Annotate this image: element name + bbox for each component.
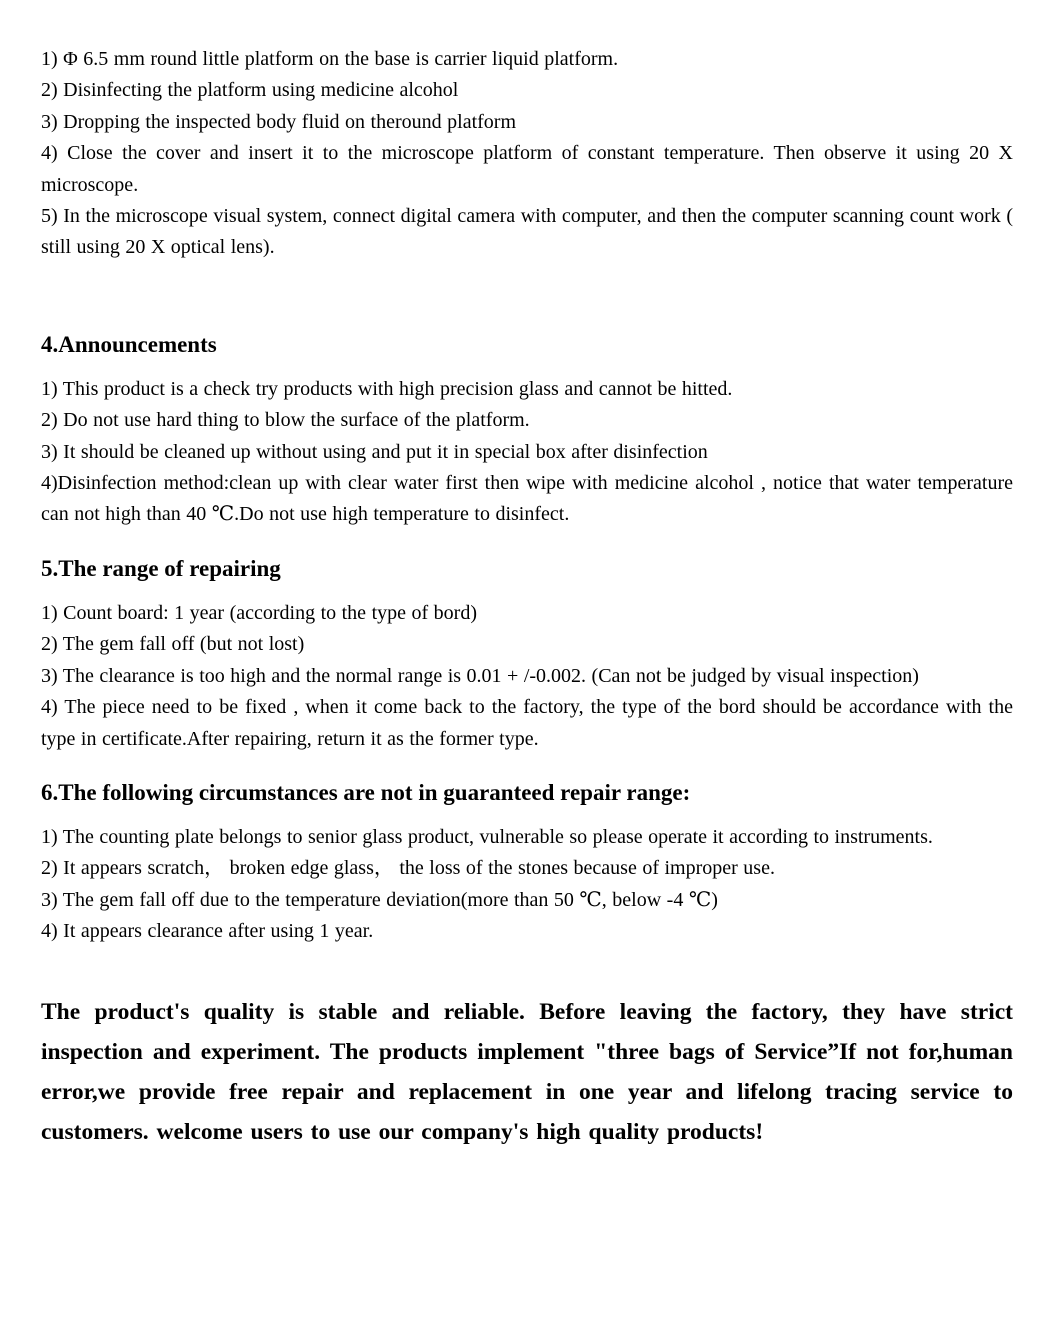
procedure-step-3: 3) Dropping the inspected body fluid on theround platform <box>41 110 517 133</box>
not-guaranteed-list <box>41 822 1013 948</box>
repair-range-list <box>41 598 1013 755</box>
repair-range-item-3: 3) The clearance is too high and the normal range is 0.01 + /-0.002. (Can not be judged by visual inspection) <box>41 664 919 687</box>
section-heading-not-guaranteed: 6.The following circumstances are not in guaranteed repair range: <box>41 779 691 805</box>
procedure-steps-list <box>41 44 1013 264</box>
announcement-item-4: 4)Disinfection method:clean up with clear water first then wipe with medicine alcohol , notice that water temperature can not high than 40 ℃.Do not use high temperature to disinfect. <box>41 472 1013 526</box>
announcement-item-1: 1) This product is a check try products with high precision glass and cannot be hitted. <box>41 377 733 400</box>
repair-range-item-4: 4) The piece need to be fixed , when it come back to the factory, the type of the bord should be accordance with the type in certificate.After repairing, return it as the former type. <box>41 696 1013 750</box>
announcement-item-3: 3) It should be cleaned up without using and put it in special box after disinfection <box>41 440 708 463</box>
not-guaranteed-item-3: 3) The gem fall off due to the temperature deviation(more than 50 ℃, below -4 ℃) <box>41 888 718 911</box>
quality-statement-paragraph: The product's quality is stable and reliable. Before leaving the factory, they have strict inspection and experiment. The products implement "three bags of Service”If not for,human error,we provide free repair and replacement in one year and lifelong tracing service to customers. welcome users to use our company's high quality products! <box>41 998 1013 1145</box>
not-guaranteed-item-1: 1) The counting plate belongs to senior glass product, vulnerable so please operate it according to instruments. <box>41 825 933 848</box>
announcements-list <box>41 374 1013 531</box>
not-guaranteed-item-2: 2) It appears scratch， broken edge glass， the loss of the stones because of improper use. <box>41 857 775 880</box>
not-guaranteed-item-4: 4) It appears clearance after using 1 year. <box>41 920 374 943</box>
announcement-item-2: 2) Do not use hard thing to blow the surface of the platform. <box>41 409 530 432</box>
section-heading-announcements: 4.Announcements <box>41 331 217 357</box>
repair-range-item-2: 2) The gem fall off (but not lost) <box>41 633 305 656</box>
procedure-step-2: 2) Disinfecting the platform using medicine alcohol <box>41 79 459 102</box>
section-heading-repair-range: 5.The range of repairing <box>41 555 281 581</box>
repair-range-item-1: 1) Count board: 1 year (according to the type of bord) <box>41 601 477 624</box>
procedure-step-1: 1) Φ 6.5 mm round little platform on the base is carrier liquid platform. <box>41 48 619 70</box>
procedure-step-5: 5) In the microscope visual system, connect digital camera with computer, and then the computer scanning count work ( still using 20 X optical lens). <box>41 205 1013 259</box>
procedure-step-4: 4) Close the cover and insert it to the microscope platform of constant temperature. Then observe it using 20 X microscope. <box>41 142 1013 196</box>
